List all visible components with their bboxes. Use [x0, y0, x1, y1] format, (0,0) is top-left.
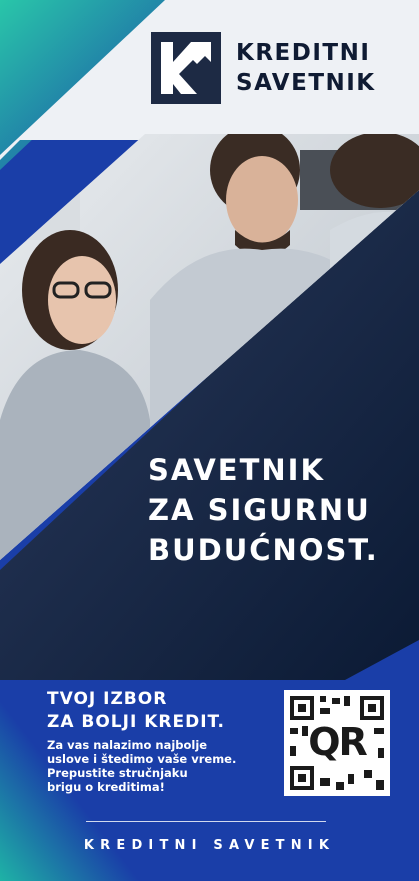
footer-brand: KREDITNI SAVETNIK	[83, 838, 336, 853]
brand-name-line2: SAVETNIK	[236, 70, 376, 96]
brand-name-line1: KREDITNI	[236, 40, 371, 66]
divider	[86, 821, 326, 822]
offer-body-line1: Za vas nalazimo najbolje	[47, 738, 208, 752]
headline-line1: SAVETNIK	[148, 453, 325, 487]
offer-title-line1: TVOJ IZBOR	[47, 689, 168, 709]
k-arrow-logo-icon	[151, 32, 221, 104]
brand-name	[236, 38, 376, 98]
qr-label: QR	[308, 720, 366, 764]
offer-body-line4: brigu o kreditima!	[47, 780, 165, 794]
qr-code-icon[interactable]	[284, 690, 390, 796]
offer-title	[47, 688, 236, 734]
headline-line2: ZA SIGURNU	[148, 493, 371, 527]
offer-body-line2: uslove i štedimo vaše vreme.	[47, 752, 237, 766]
headline-line3: BUDUĆNOST.	[148, 533, 379, 567]
offer-body-line3: Prepustite stručnjaku	[47, 766, 188, 780]
offer-block	[47, 688, 236, 794]
headline	[148, 450, 379, 570]
offer-title-line2: ZA BOLJI KREDIT.	[47, 712, 225, 732]
offer-body	[47, 738, 236, 794]
